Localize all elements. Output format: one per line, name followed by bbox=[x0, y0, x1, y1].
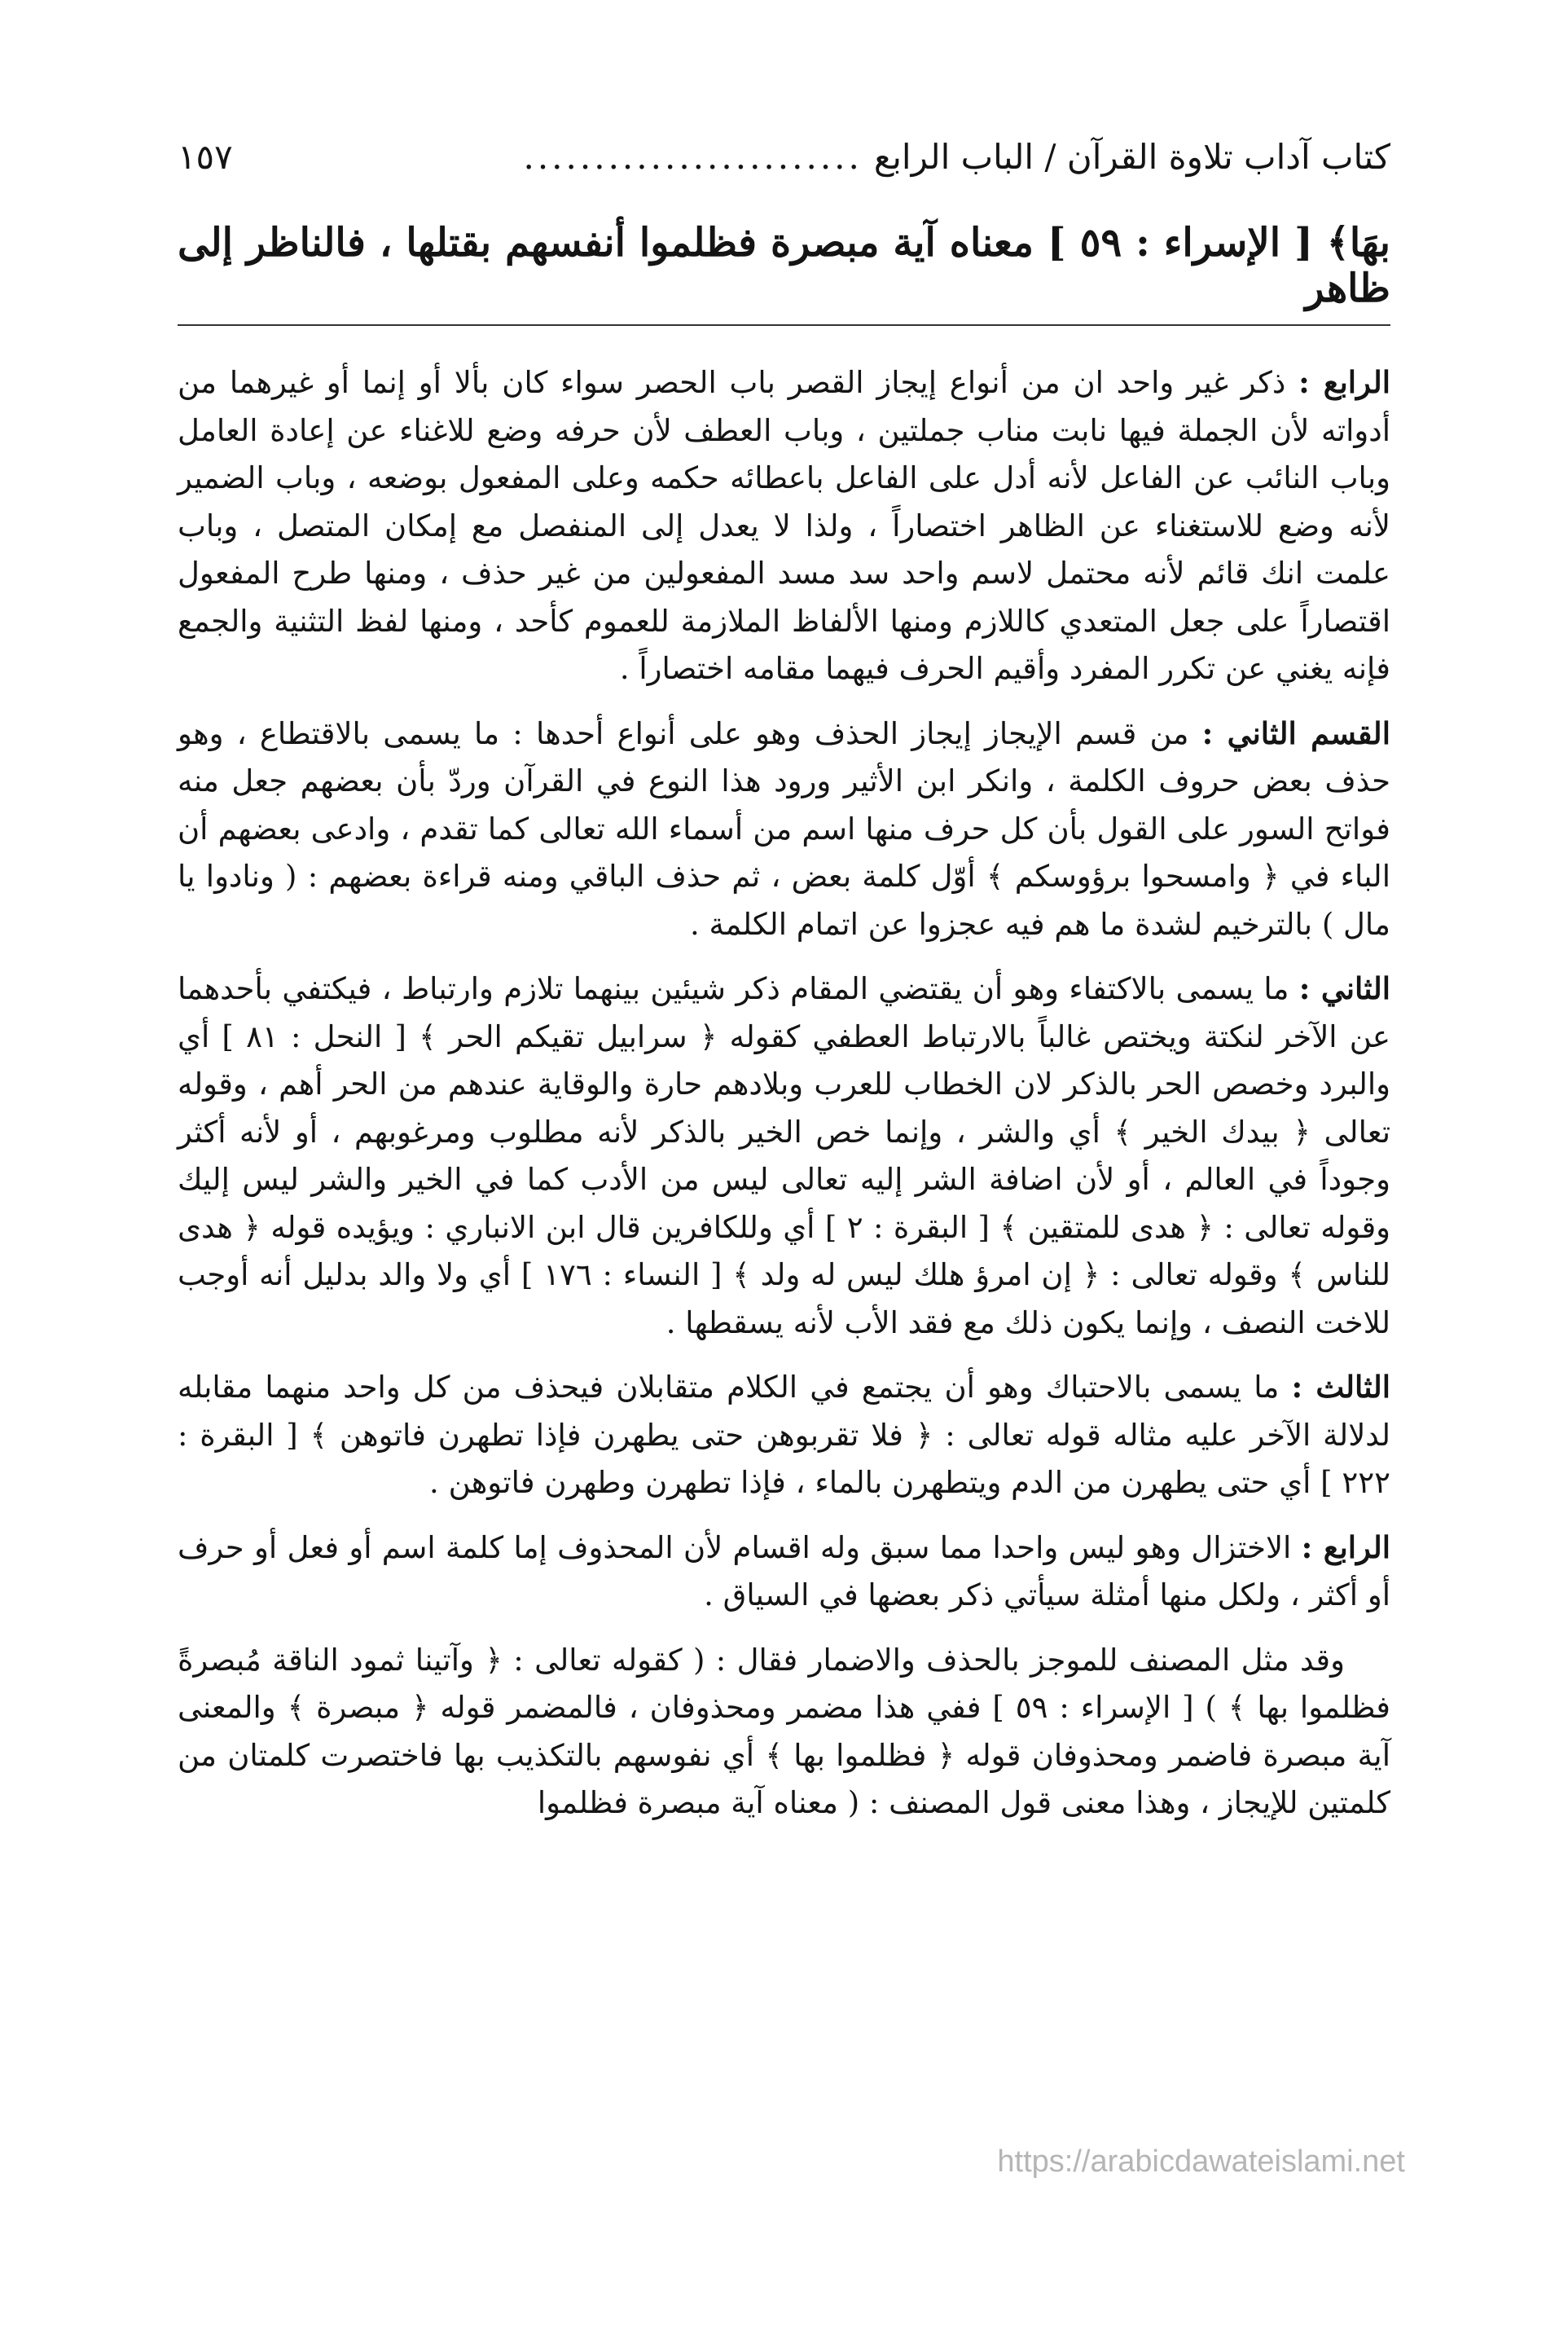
main-text-continuation: بهَا﴾ [ الإسراء : ٥٩ ] معناه آية مبصرة فظلموا أنفسهم بقتلها ، فالناظر إلى ظاهر bbox=[178, 220, 1390, 311]
paragraph-text: ذكر غير واحد ان من أنواع إيجاز القصر باب الحصر سواء كان بألا أو إنما أو غيرهما من أدواته لأن الجملة فيها نابت مناب جملتين ، وباب العطف لأن حرفه وضع للاغناء عن إعادة العامل وباب النائب عن الفاعل لأنه أدل على الفاعل باعطائه حكمه وعلى المفعول بوضعه ، وباب الضمير لأنه وضع للاستغناء عن الظاهر اختصاراً ، ولذا لا يعدل إلى المنفصل مع إمكان المتصل ، وباب علمت انك قائم لأنه محتمل لاسم واحد سد مسد المفعولين من غير حذف ، ومنها طرح المفعول اقتصاراً على جعل المتعدي كاللازم ومنها الألفاظ الملازمة للعموم كأحد ، ومنها لفظ التثنية والجمع فإنه يغني عن تكرر المفرد وأقيم الحرف فيهما مقامه اختصاراً . bbox=[178, 365, 1390, 686]
paragraph-text: ما يسمى بالاحتباك وهو أن يجتمع في الكلام متقابلان فيحذف من كل واحد منهما مقابله لدلالة الآخر عليه مثاله قوله تعالى : ﴿ فلا تقربوهن حتى يطهرن فإذا تطهرن فاتوهن ﴾ [ البقرة : ٢٢٢ ] أي حتى يطهرن من الدم ويتطهرن بالماء ، فإذا تطهرن وطهرن فاتوهن . bbox=[178, 1370, 1390, 1500]
header-leader-dots: ........................ bbox=[523, 137, 863, 177]
paragraph-text: وقد مثل المصنف للموجز بالحذف والاضمار فقال : ( كقوله تعالى : ﴿ وآتينا ثمود الناقة مُبصرةً فظلموا بها ﴾ ) [ الإسراء : ٥٩ ] ففي هذا مضمر ومحذوفان ، فالمضمر قوله ﴿ مبصرة ﴾ والمعنى آية مبصرة فاضمر ومحذوفان قوله ﴿ فظلموا بها ﴾ أي نفوسهم بالتكذيب بها فاختصرت كلمتان من كلمتين للإيجاز ، وهذا معنى قول المصنف : ( معناه آية مبصرة فظلموا bbox=[178, 1642, 1390, 1820]
paragraph-text: ما يسمى بالاكتفاء وهو أن يقتضي المقام ذكر شيئين بينهما تلازم وارتباط ، فيكتفي بأحدهما عن الآخر لنكتة ويختص غالباً بالارتباط العطفي كقوله ﴿ سرابيل تقيكم الحر ﴾ [ النحل : ٨١ ] أي والبرد وخصص الحر بالذكر لان الخطاب للعرب وبلادهم حارة والوقاية عندهم من الحر أهم ، وقوله تعالى ﴿ بيدك الخير ﴾ أي والشر ، وإنما خص الخير بالذكر لأنه مطلوب ومرغوبهم ، أو لأنه أكثر وجوداً في العالم ، أو لأن اضافة الشر إليه تعالى ليس من الأدب كما في الخير والشر ليس إليك وقوله تعالى : ﴿ هدى للمتقين ﴾ [ البقرة : ٢ ] أي وللكافرين قال ابن الانباري : ويؤيده قوله ﴿ هدى للناس ﴾ وقوله تعالى : ﴿ إن امرؤ هلك ليس له ولد ﴾ [ النساء : ١٧٦ ] أي ولا والد بدليل أنه أوجب للاخت النصف ، وإنما يكون ذلك مع فقد الأب لأنه يسقطها . bbox=[178, 971, 1391, 1340]
paragraph-text: الاختزال وهو ليس واحدا مما سبق وله اقسام لأن المحذوف إما كلمة اسم أو فعل أو حرف أو أكثر ، ولكل منها أمثلة سيأتي ذكر بعضها في السياق . bbox=[178, 1529, 1390, 1612]
page-number: ١٥٧ bbox=[178, 137, 233, 177]
paragraph-label: القسم الثاني : bbox=[1201, 715, 1390, 751]
paragraph-label: الرابع : bbox=[1298, 364, 1391, 400]
footnote-divider bbox=[178, 324, 1390, 326]
paragraph-label: الثالث : bbox=[1291, 1369, 1390, 1405]
running-header bbox=[178, 137, 1390, 177]
watermark-url: https://arabicdawateislami.net bbox=[997, 2144, 1405, 2179]
paragraph-5 bbox=[178, 1524, 1390, 1620]
paragraph-3 bbox=[178, 965, 1390, 1347]
paragraph-label: الثاني : bbox=[1298, 970, 1391, 1006]
commentary-body bbox=[178, 359, 1390, 1844]
header-title: كتاب آداب تلاوة القرآن / الباب الرابع bbox=[873, 137, 1390, 177]
paragraph-6 bbox=[178, 1636, 1390, 1828]
paragraph-4 bbox=[178, 1363, 1390, 1507]
paragraph-1 bbox=[178, 359, 1390, 693]
paragraph-2 bbox=[178, 710, 1390, 949]
paragraph-label: الرابع : bbox=[1301, 1529, 1391, 1565]
paragraph-text: من قسم الإيجاز إيجاز الحذف وهو على أنواع أحدها : ما يسمى بالاقتطاع ، وهو حذف بعض حروف الكلمة ، وانكر ابن الأثير ورود هذا النوع في القرآن وردّ بأن بعضهم جعل منه فواتح السور على القول بأن كل حرف منها اسم من أسماء الله تعالى كما تقدم ، وادعى بعضهم أن الباء في ﴿ وامسحوا برؤوسكم ﴾ أوّل كلمة بعض ، ثم حذف الباقي ومنه قراءة بعضهم : ( ونادوا يا مال ) بالترخيم لشدة ما هم فيه عجزوا عن اتمام الكلمة . bbox=[178, 715, 1390, 942]
